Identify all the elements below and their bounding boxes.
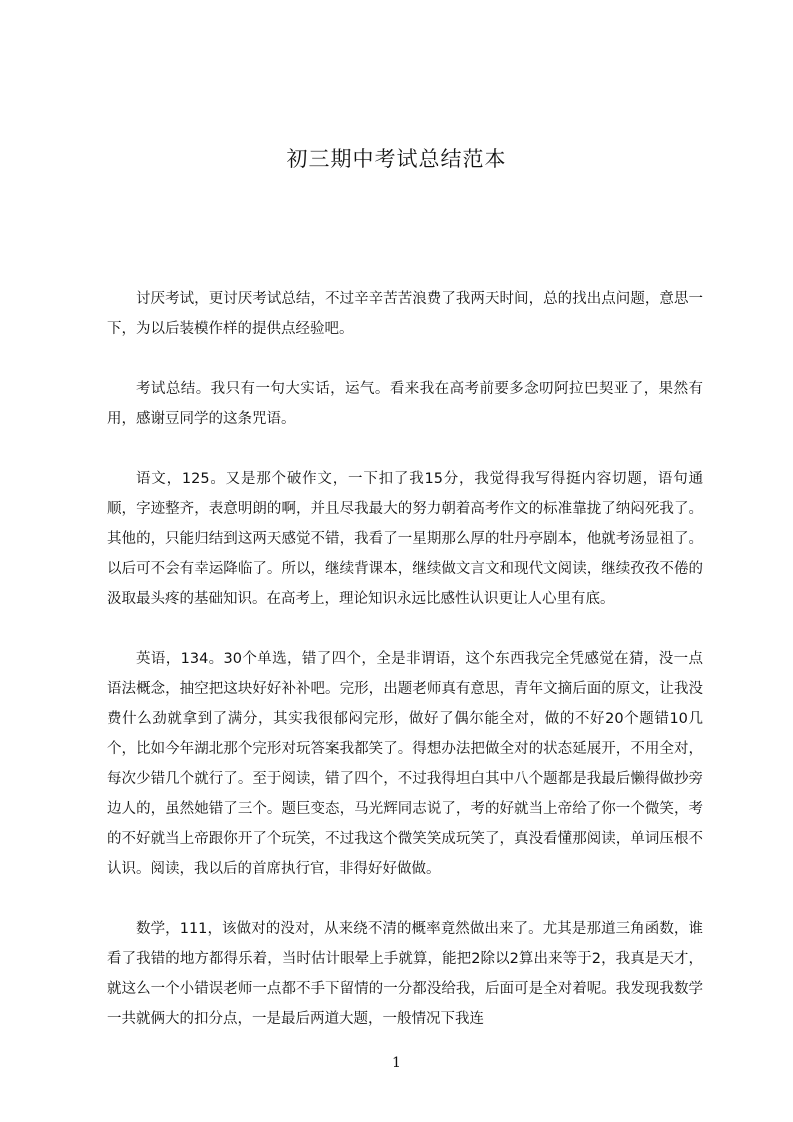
page-number: 1 <box>392 1055 401 1071</box>
document-title: 初三期中考试总结范本 <box>286 147 507 171</box>
paragraph-math: 数学，111，该做对的没对，从来绕不清的概率竟然做出来了。尤其是那道三角函数，谁看了我错的地方都得乐着，当时估计眼晕上手就算，能把2除以2算出来等于2，我真是天才，就这么一个小错误老师一点都不手下留情的一分都没给我，后面可是全对着呢。我发现我数学一共就俩大的扣分点，一是最后两道大题，一般情况下我连 <box>107 921 703 1027</box>
document-body <box>107 284 703 1034</box>
paragraph-english: 英语，134。30个单选，错了四个，全是非谓语，这个东西我完全凭感觉在猜，没一点语法概念，抽空把这块好好补补吧。完形，出题老师真有意思，青年文摘后面的原文，让我没费什么劲就拿到了满分，其实我很郁闷完形，做好了偶尔能全对，做的不好20个题错10几个，比如今年湖北那个完形对玩答案我都笑了。得想办法把做全对的状态延展开，不用全对，每次少错几个就行了。至于阅读，错了四个，不过我得坦白其中八个题都是我最后懒得做抄旁边人的，虽然她错了三个。题巨变态，马光辉同志说了，考的好就当上帝给了你一个微笑，考的不好就当上帝跟你开了个玩笑，不过我这个微笑笑成玩笑了，真没看懂那阅读，单词压根不认识。阅读，我以后的首席执行官，非得好好做做。 <box>107 651 703 877</box>
paragraph-intro: 讨厌考试，更讨厌考试总结，不过辛辛苦苦浪费了我两天时间，总的找出点问题，意思一下，为以后装模作样的提供点经验吧。 <box>107 291 703 337</box>
paragraph-chinese: 语文，125。又是那个破作文，一下扣了我15分，我觉得我写得挺内容切题，语句通顺，字迹整齐，表意明朗的啊，并且尽我最大的努力朝着高考作文的标准靠拢了纳闷死我了。其他的，只能归结到这两天感觉不错，我看了一星期那么厚的牡丹亭剧本，他就考汤显祖了。以后可不会有幸运降临了。所以，继续背课本，继续做文言文和现代文阅读，继续孜孜不倦的汲取最头疼的基础知识。在高考上，理论知识永远比感性认识更让人心里有底。 <box>107 471 703 607</box>
paragraph-summary: 考试总结。我只有一句大实话，运气。看来我在高考前要多念叨阿拉巴契亚了，果然有用，感谢豆同学的这条咒语。 <box>107 381 703 427</box>
